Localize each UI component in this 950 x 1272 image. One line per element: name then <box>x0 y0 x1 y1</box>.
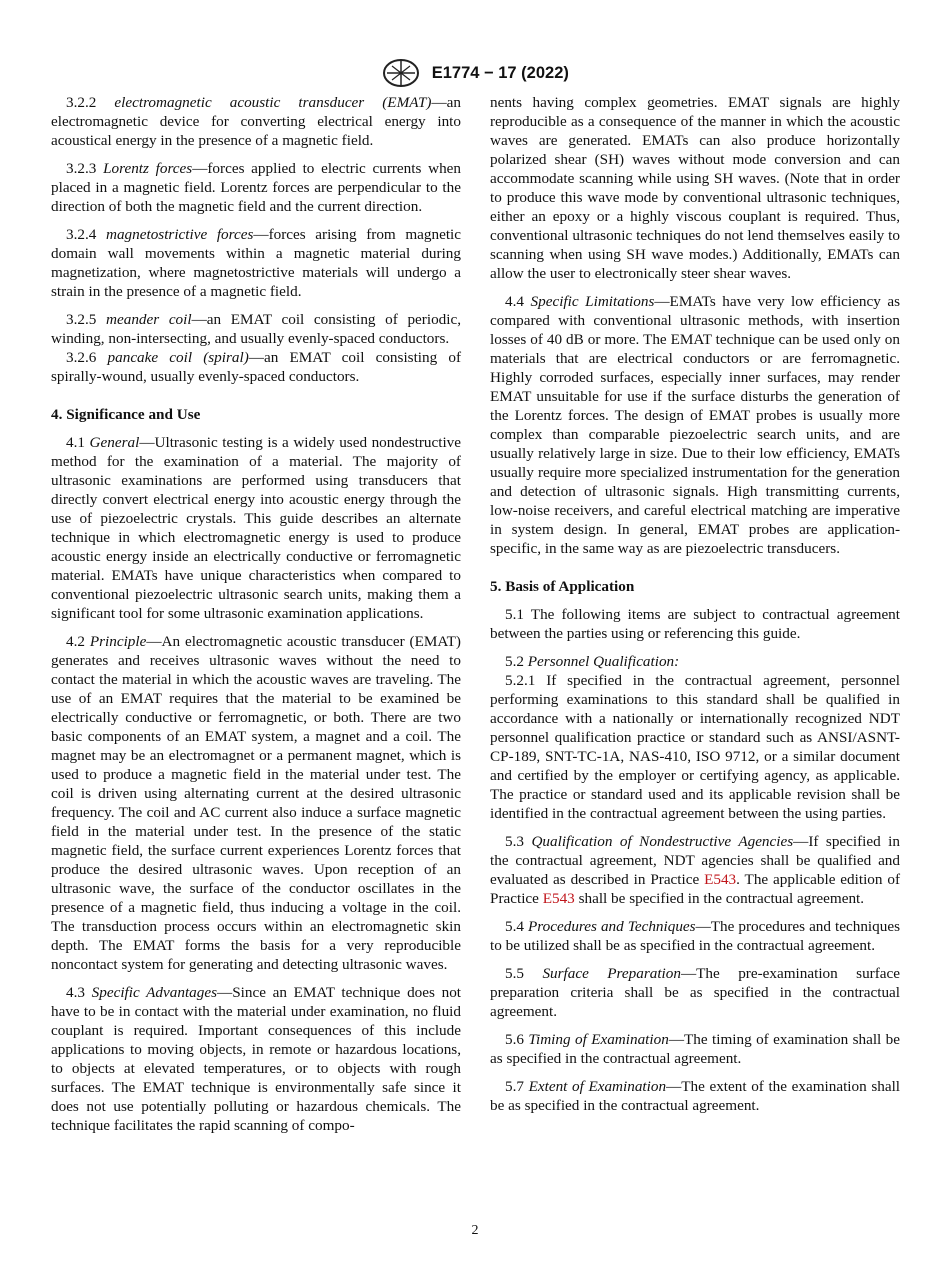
paragraph-5-5: 5.5 Surface Preparation—The pre-examination surface preparation criteria shall be as specified in the contractual agreement. <box>490 965 901 1020</box>
paragraph-3-2-3: 3.2.3 Lorentz forces—forces applied to electric currents when placed in a magnetic field. Lorentz forces are perpendicular to the direction of both the magnetic field and the current direction. <box>51 160 461 215</box>
section-heading-4: 4. Significance and Use <box>51 406 201 423</box>
document-id: E1774 − 17 (2022) <box>431 64 569 82</box>
paragraph-3-2-5: 3.2.5 meander coil—an EMAT coil consisting of periodic, winding, non-intersecting, and usually evenly-spaced conductors. <box>51 311 462 347</box>
paragraph-5-2-1: 5.2.1 If specified in the contractual agreement, personnel performing examinations to this standard shall be qualified in accordance with a nationally or internationally recognized NDT personnel qualification practice or standard such as ANSI/ASNT-CP-189, SNT-TC-1A, NAS-410, ISO 9712, or a similar document and certified by the employer or certifying agency, as applicable. The practice or standard used and its applicable revision shall be identified in the contractual agreement between the using parties. <box>490 672 900 822</box>
paragraph-5-3: 5.3 Qualification of Nondestructive Agencies—If specified in the contractual agreement, NDT agencies shall be qualified and evaluated as described in Practice E543. The applicable edition of Practice E543 shall be specified in the contractual agreement. <box>490 833 900 907</box>
paragraph-5-4: 5.4 Procedures and Techniques—The procedures and techniques to be utilized shall be as specified in the contractual agreement. <box>490 918 900 954</box>
left-column <box>51 93 461 1144</box>
paragraph-4-4: 4.4 Specific Limitations—EMATs have very low efficiency as compared with conventional ultrasonic methods, with insertion losses of 40 dB or more. The EMAT technique can be used only on materials that are electrical conductors or are ferromagnetic. Highly corroded surfaces, especially inner surfaces, may render EMAT unsuitable for use if the surface disturbs the generation of the Lorentz forces. The design of EMAT probes is usually more complex than comparable piezoelectric search units, and are usually relatively large in size. Due to their low efficiency, EMATs usually require more specialized instrumentation for the generation and detection of ultrasonic signals. High transmitting currents, low-noise receivers, and careful electrical matching are imperative in system design. In general, EMAT probes are application-specific, in the same way as are piezoelectric transducers. <box>490 293 900 557</box>
paragraph-4-1: 4.1 General—Ultrasonic testing is a widely used nondestructive method for the examination of a material. The majority of ultrasonic examinations are performed using transducers that directly convert electrical energy into acoustic energy through the use of piezoelectric crystals. This guide describes an alternate technique in which electromagnetic energy is used to produce acoustic energy inside an electrically conductive or ferromagnetic material. EMATs have unique characteristics when compared to conventional piezoelectric ultrasonic search units, making them a significant tool for some ultrasonic examination applications. <box>51 434 461 622</box>
paragraph-5-6: 5.6 Timing of Examination—The timing of examination shall be as specified in the contractual agreement. <box>490 1031 901 1067</box>
e543-link[interactable]: E543 <box>704 871 737 888</box>
paragraph-4-2: 4.2 Principle—An electromagnetic acoustic transducer (EMAT) generates and receives ultrasonic waves without the need to contact the material in which the acoustic waves are traveling. The use of an EMAT requires that the material to be examined be electrically conductive or ferromagnetic, or both. There are two basic components of an EMAT system, a magnet and a coil. The magnet may be an electromagnet or a permanent magnet, which is used to produce a magnetic field in the material under test. The coil is driven using alternating current at the desired ultrasonic frequency. The coil and AC current also induce a surface magnetic field in the material under test. In the presence of the static magnetic field, the surface current experiences Lorentz forces that produce the desired ultrasonic waves. Upon reception of an ultrasonic wave, the surface of the conductor oscillates in the presence of a magnetic field, thus inducing a voltage in the coil. The transduction process occurs within an electromagnetic skin depth. The EMAT forms the basis for a very reproducible noncontact system for generating and detecting ultrasonic waves. <box>51 633 461 973</box>
paragraph-5-1: 5.1 The following items are subject to contractual agreement between the parties using or referencing this guide. <box>490 606 900 642</box>
page-header <box>0 58 950 88</box>
paragraph-4-3-continued: nents having complex geometries. EMAT signals are highly reproducible as a consequence of the manner in which the acoustic waves are generated. EMATs can also produce horizontally polarized shear (SH) waves without mode conversion and can accommodate scanning while using SH waves. (Note that in order to produce this wave mode by conventional ultrasonic techniques, either an epoxy or a highly viscous couplant is required. Thus, conventional ultrasonic techniques do not lend themselves easily to scanning when using SH wave modes.) Additionally, EMATs can allow the user to electronically steer shear waves. <box>490 94 900 282</box>
paragraph-5-2: 5.2 Personnel Qualification: <box>505 653 680 670</box>
e543-link[interactable]: E543 <box>542 890 575 907</box>
paragraph-3-2-6: 3.2.6 pancake coil (spiral)—an EMAT coil consisting of spirally-wound, usually evenly-spaced conductors. <box>51 349 461 385</box>
section-heading-5: 5. Basis of Application <box>490 578 635 595</box>
paragraph-3-2-4: 3.2.4 magnetostrictive forces—forces arising from magnetic domain wall movements within a magnetic material during magnetization, where magnetostrictive materials will undergo a strain in the presence of a magnetic field. <box>51 226 462 300</box>
astm-logo-icon <box>381 58 421 88</box>
page-number: 2 <box>471 1223 479 1238</box>
right-column <box>490 93 900 1124</box>
paragraph-3-2-2: 3.2.2 electromagnetic acoustic transducer (EMAT)—an electromagnetic device for converting electrical energy into acoustical energy in the presence of a magnetic field. <box>51 94 461 149</box>
paragraph-4-3: 4.3 Specific Advantages—Since an EMAT technique does not have to be in contact with the material under examination, no fluid couplant is required. Important consequences of this include applications to moving objects, in remote or hazardous locations, to objects at elevated temperatures, or to objects with rough surfaces. The EMAT technique is environmentally safe since it does not use potentially polluting or hazardous chemicals. The technique facilitates the rapid scanning of compo- <box>51 984 462 1134</box>
paragraph-5-7: 5.7 Extent of Examination—The extent of the examination shall be as specified in the contractual agreement. <box>490 1078 901 1114</box>
